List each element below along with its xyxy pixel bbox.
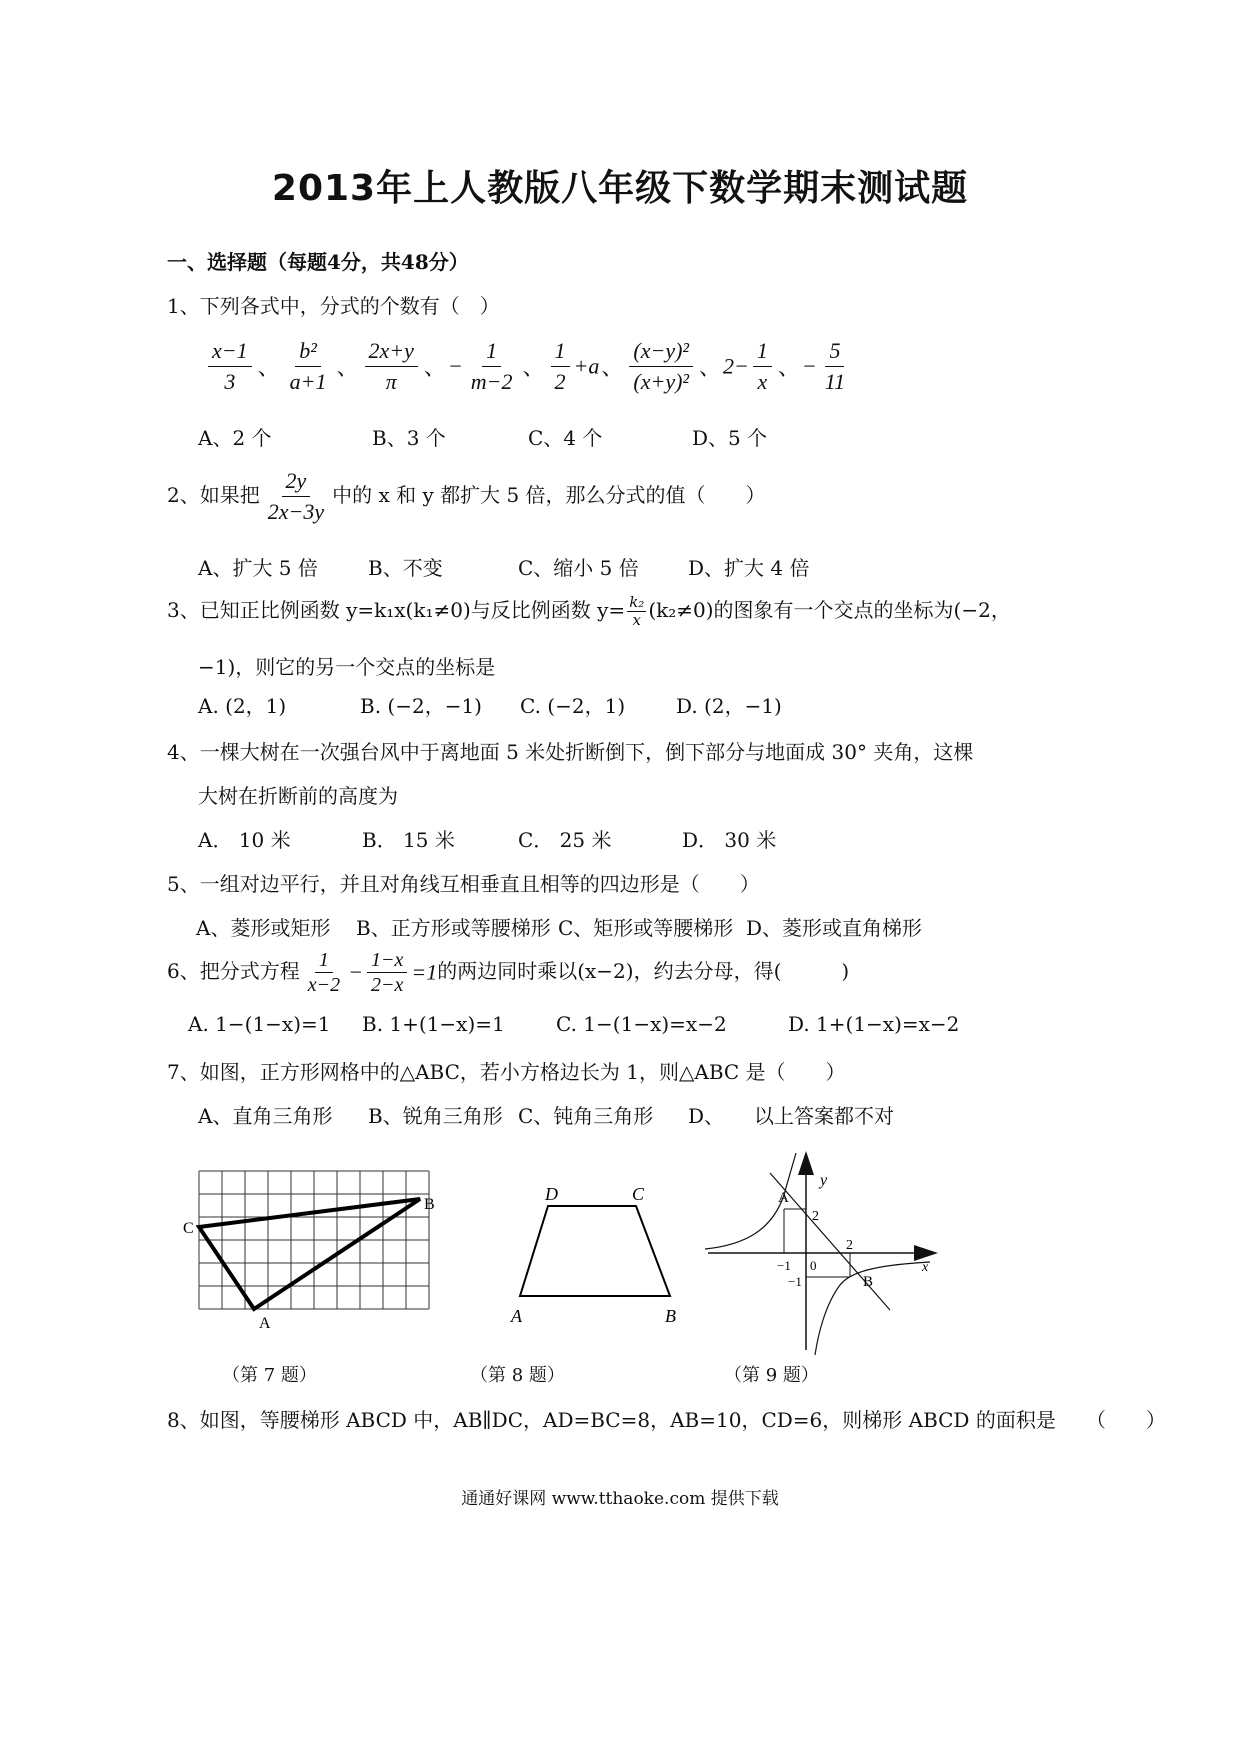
fraction: $\frac{1-x}{2-x}$ xyxy=(367,948,407,997)
option-c: C、缩小 5 倍 xyxy=(518,556,639,580)
y-tick-minus-1: −1 xyxy=(788,1274,802,1289)
option-d: D、扩大 4 倍 xyxy=(688,556,810,580)
option-a: A. (2，1) xyxy=(198,694,287,718)
fraction: $\frac{\text{b²}}{a+1}$ xyxy=(289,338,327,394)
point-a-label: A xyxy=(778,1190,789,1206)
vertex-d-label: D xyxy=(545,1184,558,1204)
figure-9-coordinate-plot xyxy=(700,1145,950,1360)
x-axis-arrow xyxy=(914,1245,938,1261)
option-c: C、钝角三角形 xyxy=(518,1104,654,1128)
option-b: B、锐角三角形 xyxy=(368,1104,503,1128)
option-d: D、5 个 xyxy=(692,426,768,450)
fraction: $\frac{\text{(x−y)²}}{\text{(x+y)²}}$ xyxy=(629,336,693,397)
figure-9-caption: （第 9 题） xyxy=(724,1365,819,1386)
origin-label: 0 xyxy=(810,1258,817,1273)
vertex-c-label: C xyxy=(183,1220,194,1237)
option-b: B． 15 米 xyxy=(362,828,455,852)
y-tick-2: 2 xyxy=(812,1209,819,1224)
option-a: A、直角三角形 xyxy=(198,1104,333,1128)
footer-credit: 通通好课网 www.tthaoke.com 提供下载 xyxy=(461,1489,779,1509)
vertex-c-label: C xyxy=(632,1184,645,1204)
vertex-b-label: B xyxy=(424,1196,435,1213)
fraction: $\frac{\text{k₂}}{x}$ xyxy=(629,593,645,629)
x-tick-2: 2 xyxy=(846,1238,853,1253)
question-6-stem: 6、把分式方程 $\frac{1}{x-2}$ − $\frac{1-x}{2-x}$ =1的两边同时乘以(x−2)，约去分母，得( ) xyxy=(167,949,850,996)
vertex-b-label: B xyxy=(665,1306,676,1326)
option-a: A. 1−(1−x)=1 xyxy=(188,1012,331,1036)
question-1-stem: 1、下列各式中，分式的个数有（ ） xyxy=(167,294,500,318)
y-axis-label: y xyxy=(820,1172,828,1189)
section-heading: 一、选择题（每题4分，共48分） xyxy=(167,250,469,274)
page-title: 2013年上人教版八年级下数学期末测试题 xyxy=(271,168,969,209)
option-a: A、2 个 xyxy=(198,426,272,450)
question-4-line2: 大树在折断前的高度为 xyxy=(198,784,398,808)
fraction: $\frac{2y}{2x-3y}$ xyxy=(267,468,325,524)
question-3-stem: 3、已知正比例函数 y=k₁x(k₁≠0)与反比例函数 y= $\frac{\text{k₂}}{x}$ (k₂≠0)的图象有一个交点的坐标为(−2， xyxy=(167,593,1011,629)
question-8-stem: 8、如图，等腰梯形 ABCD 中，AB∥DC，AD=BC=8，AB=10，CD=6，则梯形 ABCD 的面积是 （ ） xyxy=(167,1408,1166,1432)
option-b: B、正方形或等腰梯形 xyxy=(356,916,551,940)
question-3-line2: −1)，则它的另一个交点的坐标是 xyxy=(198,655,496,679)
option-b: B、3 个 xyxy=(372,426,446,450)
trapezoid-abcd xyxy=(520,1206,670,1296)
fraction: $\frac{x-1}{3}$ xyxy=(208,336,252,397)
fraction: $\frac{1}{m-2}$ xyxy=(470,338,513,394)
option-a: A、菱形或矩形 xyxy=(196,916,331,940)
figure-8-caption: （第 8 题） xyxy=(470,1365,565,1386)
vertex-a-label: A xyxy=(511,1306,522,1326)
vertex-a-label: A xyxy=(259,1315,271,1332)
figure-8-trapezoid xyxy=(505,1180,690,1330)
option-d: D. (2，−1) xyxy=(676,694,782,718)
fraction: $\frac{2x+y}{\pi}$ xyxy=(365,336,418,397)
x-axis-label: x xyxy=(922,1260,929,1275)
option-c: C． 25 米 xyxy=(518,828,612,852)
option-b: B. 1+(1−x)=1 xyxy=(362,1012,505,1036)
fraction: $\frac{1}{x-2}$ xyxy=(307,949,341,996)
question-4-line1: 4、一棵大树在一次强台风中于离地面 5 米处折断倒下，倒下部分与地面成 30° 夹角，这棵 xyxy=(167,740,974,764)
fraction: $\frac{1}{x}$ xyxy=(753,336,772,397)
triangle-abc xyxy=(199,1199,420,1309)
option-a: A、扩大 5 倍 xyxy=(198,556,318,580)
option-d: D． 30 米 xyxy=(682,828,777,852)
option-c: C、4 个 xyxy=(528,426,603,450)
option-b: B. (−2，−1) xyxy=(360,694,482,718)
x-tick-minus-1: −1 xyxy=(777,1258,791,1273)
figure-7-grid-triangle xyxy=(175,1165,445,1340)
option-c: C. 1−(1−x)=x−2 xyxy=(556,1012,727,1036)
figure-7-caption: （第 7 题） xyxy=(222,1365,317,1386)
option-d: D. 1+(1−x)=x−2 xyxy=(788,1012,960,1036)
fraction: $\frac{1}{2}$ xyxy=(551,336,570,397)
option-a: A． 10 米 xyxy=(198,828,291,852)
question-2-stem: 2、如果把 $\frac{2y}{2x-3y}$ 中的 x 和 y 都扩大 5 倍，那么分式的值（ ） xyxy=(167,466,766,527)
point-b-label: B xyxy=(863,1274,874,1290)
option-d: D、 以上答案都不对 xyxy=(688,1104,895,1128)
question-7-stem: 7、如图，正方形网格中的△ABC，若小方格边长为 1，则△ABC 是（ ） xyxy=(167,1060,846,1084)
option-c: C、矩形或等腰梯形 xyxy=(558,916,734,940)
question-1-expressions: $\frac{x-1}{3}$ 、 $\frac{\text{b²}}{a+1}$ 、 $\frac{2x+y}{\pi}$ 、− $\frac{1}{m-2}$ 、 $\frac{1}{2}$ +a、 $\frac{\text{(x−y)²}}{\text{(x+y)²}}$ 、2− $\frac{1}{x}$ 、− $\frac{5}{11}$ xyxy=(204,336,853,397)
option-b: B、不变 xyxy=(368,556,443,580)
fraction: $\frac{5}{11}$ xyxy=(824,338,846,394)
option-c: C. (−2，1) xyxy=(520,694,626,718)
y-axis-arrow xyxy=(798,1151,814,1175)
question-5-stem: 5、一组对边平行，并且对角线互相垂直且相等的四边形是（ ） xyxy=(167,872,760,896)
option-d: D、菱形或直角梯形 xyxy=(746,916,923,940)
